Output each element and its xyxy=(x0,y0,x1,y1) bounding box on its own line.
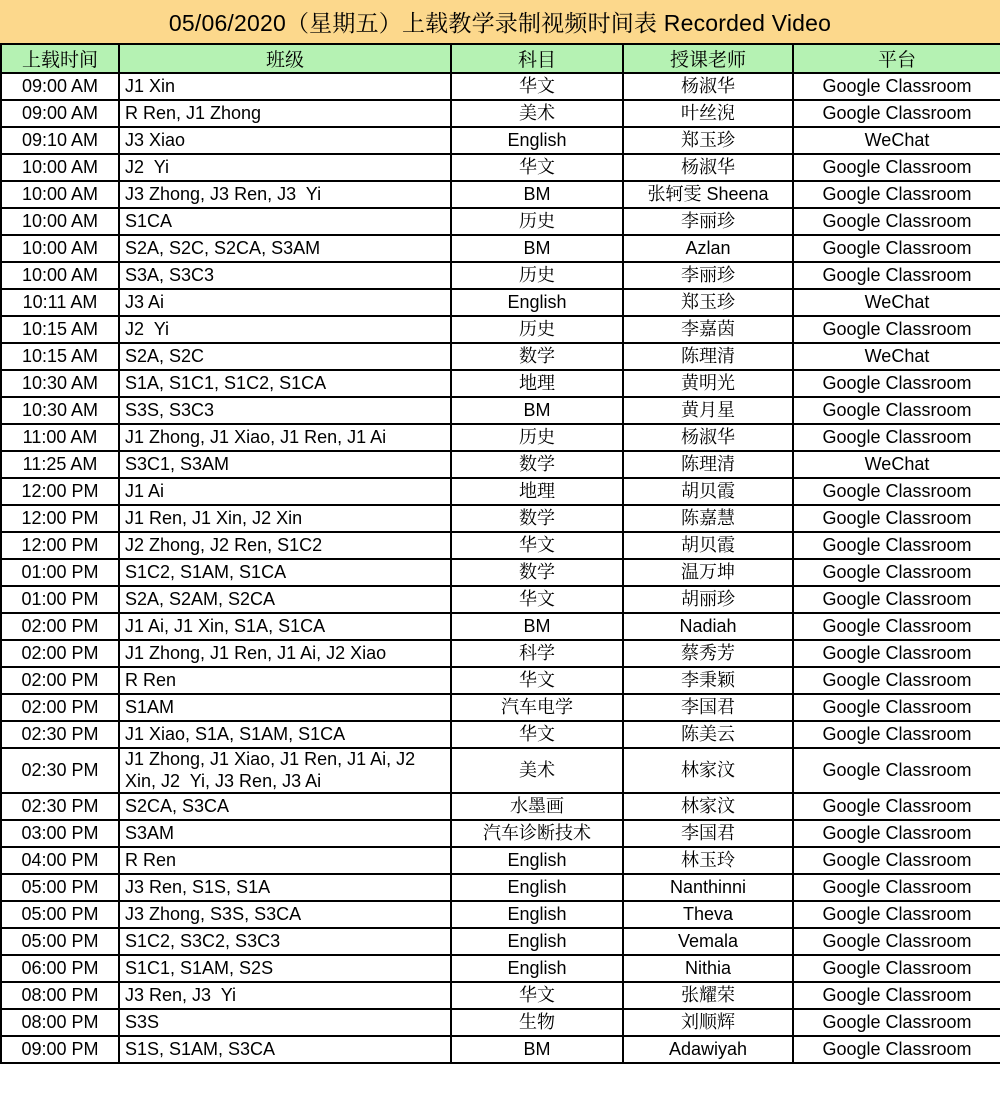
table-row xyxy=(1,100,1000,127)
cell-platform: Google Classroom xyxy=(793,793,1000,820)
cell-upload-time: 12:00 PM xyxy=(1,532,119,559)
cell-upload-time: 02:00 PM xyxy=(1,640,119,667)
cell-subject: BM xyxy=(451,397,623,424)
cell-platform: Google Classroom xyxy=(793,397,1000,424)
cell-platform: Google Classroom xyxy=(793,262,1000,289)
cell-upload-time: 09:00 AM xyxy=(1,73,119,100)
cell-subject: 科学 xyxy=(451,640,623,667)
cell-teacher: 郑玉珍 xyxy=(623,127,793,154)
cell-subject: BM xyxy=(451,613,623,640)
cell-teacher: Nadiah xyxy=(623,613,793,640)
cell-teacher: Nithia xyxy=(623,955,793,982)
cell-upload-time: 02:30 PM xyxy=(1,793,119,820)
cell-class: J3 Xiao xyxy=(119,127,451,154)
cell-upload-time: 10:15 AM xyxy=(1,316,119,343)
table-row xyxy=(1,451,1000,478)
cell-platform: Google Classroom xyxy=(793,559,1000,586)
cell-platform: Google Classroom xyxy=(793,73,1000,100)
cell-upload-time: 09:00 PM xyxy=(1,1036,119,1063)
cell-upload-time: 09:00 AM xyxy=(1,100,119,127)
cell-class: J3 Zhong, S3S, S3CA xyxy=(119,901,451,928)
cell-class: R Ren xyxy=(119,667,451,694)
cell-platform: Google Classroom xyxy=(793,748,1000,793)
cell-teacher: Nanthinni xyxy=(623,874,793,901)
cell-teacher: 刘顺辉 xyxy=(623,1009,793,1036)
cell-platform: Google Classroom xyxy=(793,613,1000,640)
column-header-upload-time: 上载时间 xyxy=(1,44,119,73)
column-header-subject: 科目 xyxy=(451,44,623,73)
table-row xyxy=(1,820,1000,847)
table-row xyxy=(1,532,1000,559)
cell-class: S3S, S3C3 xyxy=(119,397,451,424)
cell-teacher: 杨淑华 xyxy=(623,73,793,100)
cell-teacher: 胡贝霞 xyxy=(623,532,793,559)
cell-platform: Google Classroom xyxy=(793,316,1000,343)
cell-platform: WeChat xyxy=(793,451,1000,478)
cell-class: S2CA, S3CA xyxy=(119,793,451,820)
cell-teacher: 杨淑华 xyxy=(623,154,793,181)
cell-platform: Google Classroom xyxy=(793,478,1000,505)
cell-platform: Google Classroom xyxy=(793,901,1000,928)
cell-teacher: 陈理清 xyxy=(623,343,793,370)
cell-subject: 历史 xyxy=(451,262,623,289)
cell-class: J1 Xin xyxy=(119,73,451,100)
cell-subject: 汽车诊断技术 xyxy=(451,820,623,847)
table-row xyxy=(1,721,1000,748)
cell-upload-time: 12:00 PM xyxy=(1,505,119,532)
cell-teacher: 黄明光 xyxy=(623,370,793,397)
cell-teacher: 李丽珍 xyxy=(623,262,793,289)
cell-subject: 华文 xyxy=(451,586,623,613)
schedule-table-body xyxy=(1,73,1000,1063)
cell-platform: Google Classroom xyxy=(793,928,1000,955)
cell-platform: Google Classroom xyxy=(793,235,1000,262)
cell-class: J2 Zhong, J2 Ren, S1C2 xyxy=(119,532,451,559)
cell-upload-time: 08:00 PM xyxy=(1,982,119,1009)
table-row xyxy=(1,955,1000,982)
table-row xyxy=(1,982,1000,1009)
table-row xyxy=(1,343,1000,370)
cell-teacher: 李国君 xyxy=(623,694,793,721)
cell-subject: 华文 xyxy=(451,154,623,181)
cell-platform: Google Classroom xyxy=(793,982,1000,1009)
cell-teacher: 黄月星 xyxy=(623,397,793,424)
cell-class: S3A, S3C3 xyxy=(119,262,451,289)
cell-upload-time: 10:00 AM xyxy=(1,181,119,208)
schedule-table xyxy=(0,43,1000,1064)
table-row xyxy=(1,640,1000,667)
cell-upload-time: 10:00 AM xyxy=(1,208,119,235)
cell-subject: 华文 xyxy=(451,73,623,100)
cell-class: S1C1, S1AM, S2S xyxy=(119,955,451,982)
cell-subject: BM xyxy=(451,181,623,208)
table-row xyxy=(1,424,1000,451)
cell-class: J1 Zhong, J1 Ren, J1 Ai, J2 Xiao xyxy=(119,640,451,667)
cell-teacher: 陈美云 xyxy=(623,721,793,748)
cell-subject: English xyxy=(451,874,623,901)
cell-class: J1 Zhong, J1 Xiao, J1 Ren, J1 Ai, J2 Xin, J2 Yi, J3 Ren, J3 Ai xyxy=(119,748,451,793)
cell-teacher: 张耀荣 xyxy=(623,982,793,1009)
cell-subject: English xyxy=(451,901,623,928)
cell-teacher: 温万坤 xyxy=(623,559,793,586)
cell-class: S3S xyxy=(119,1009,451,1036)
table-row xyxy=(1,613,1000,640)
cell-subject: 水墨画 xyxy=(451,793,623,820)
cell-upload-time: 05:00 PM xyxy=(1,928,119,955)
cell-subject: English xyxy=(451,928,623,955)
cell-subject: 历史 xyxy=(451,316,623,343)
table-row xyxy=(1,262,1000,289)
cell-class: J1 Ren, J1 Xin, J2 Xin xyxy=(119,505,451,532)
cell-class: S2A, S2C xyxy=(119,343,451,370)
cell-class: R Ren xyxy=(119,847,451,874)
cell-upload-time: 02:00 PM xyxy=(1,613,119,640)
cell-class: S3C1, S3AM xyxy=(119,451,451,478)
cell-upload-time: 10:00 AM xyxy=(1,262,119,289)
cell-platform: Google Classroom xyxy=(793,154,1000,181)
cell-subject: 华文 xyxy=(451,982,623,1009)
table-row xyxy=(1,901,1000,928)
cell-platform: Google Classroom xyxy=(793,874,1000,901)
cell-platform: Google Classroom xyxy=(793,586,1000,613)
cell-subject: BM xyxy=(451,235,623,262)
table-row xyxy=(1,748,1000,793)
cell-subject: English xyxy=(451,127,623,154)
cell-teacher: 叶丝淣 xyxy=(623,100,793,127)
cell-teacher: 李丽珍 xyxy=(623,208,793,235)
cell-upload-time: 01:00 PM xyxy=(1,559,119,586)
cell-class: J2 Yi xyxy=(119,316,451,343)
cell-upload-time: 09:10 AM xyxy=(1,127,119,154)
cell-platform: Google Classroom xyxy=(793,847,1000,874)
cell-upload-time: 11:25 AM xyxy=(1,451,119,478)
cell-teacher: 胡丽珍 xyxy=(623,586,793,613)
cell-platform: Google Classroom xyxy=(793,424,1000,451)
cell-upload-time: 10:30 AM xyxy=(1,397,119,424)
cell-upload-time: 04:00 PM xyxy=(1,847,119,874)
cell-class: J1 Xiao, S1A, S1AM, S1CA xyxy=(119,721,451,748)
cell-upload-time: 05:00 PM xyxy=(1,874,119,901)
table-row xyxy=(1,793,1000,820)
cell-subject: 数学 xyxy=(451,505,623,532)
cell-upload-time: 06:00 PM xyxy=(1,955,119,982)
cell-upload-time: 05:00 PM xyxy=(1,901,119,928)
cell-platform: WeChat xyxy=(793,127,1000,154)
cell-upload-time: 02:30 PM xyxy=(1,748,119,793)
cell-platform: Google Classroom xyxy=(793,640,1000,667)
cell-teacher: Vemala xyxy=(623,928,793,955)
cell-upload-time: 11:00 AM xyxy=(1,424,119,451)
cell-class: J3 Ren, J3 Yi xyxy=(119,982,451,1009)
column-header-teacher: 授课老师 xyxy=(623,44,793,73)
cell-subject: 美术 xyxy=(451,748,623,793)
cell-upload-time: 03:00 PM xyxy=(1,820,119,847)
table-row xyxy=(1,667,1000,694)
cell-teacher: 林玉玲 xyxy=(623,847,793,874)
page-title: 05/06/2020（星期五）上载教学录制视频时间表 Recorded Video xyxy=(0,0,1000,43)
table-row xyxy=(1,154,1000,181)
cell-upload-time: 01:00 PM xyxy=(1,586,119,613)
cell-upload-time: 02:30 PM xyxy=(1,721,119,748)
cell-teacher: 林家汶 xyxy=(623,748,793,793)
cell-teacher: Azlan xyxy=(623,235,793,262)
cell-teacher: 李国君 xyxy=(623,820,793,847)
cell-upload-time: 10:30 AM xyxy=(1,370,119,397)
table-row xyxy=(1,181,1000,208)
cell-platform: Google Classroom xyxy=(793,721,1000,748)
cell-upload-time: 02:00 PM xyxy=(1,667,119,694)
cell-teacher: 蔡秀芳 xyxy=(623,640,793,667)
cell-class: S1C2, S1AM, S1CA xyxy=(119,559,451,586)
cell-platform: Google Classroom xyxy=(793,820,1000,847)
cell-platform: Google Classroom xyxy=(793,181,1000,208)
cell-class: S1S, S1AM, S3CA xyxy=(119,1036,451,1063)
cell-class: S1C2, S3C2, S3C3 xyxy=(119,928,451,955)
cell-subject: English xyxy=(451,289,623,316)
cell-subject: 历史 xyxy=(451,208,623,235)
table-row xyxy=(1,694,1000,721)
table-row xyxy=(1,73,1000,100)
cell-subject: 数学 xyxy=(451,343,623,370)
cell-teacher: 陈理清 xyxy=(623,451,793,478)
cell-platform: Google Classroom xyxy=(793,532,1000,559)
table-row xyxy=(1,478,1000,505)
cell-class: S1CA xyxy=(119,208,451,235)
cell-platform: Google Classroom xyxy=(793,370,1000,397)
cell-class: S2A, S2AM, S2CA xyxy=(119,586,451,613)
cell-subject: BM xyxy=(451,1036,623,1063)
table-row xyxy=(1,874,1000,901)
cell-upload-time: 10:11 AM xyxy=(1,289,119,316)
table-row xyxy=(1,1036,1000,1063)
cell-subject: 数学 xyxy=(451,559,623,586)
cell-teacher: 李秉颖 xyxy=(623,667,793,694)
table-row xyxy=(1,505,1000,532)
cell-class: J1 Ai, J1 Xin, S1A, S1CA xyxy=(119,613,451,640)
cell-upload-time: 10:00 AM xyxy=(1,235,119,262)
cell-teacher: 张轲雯 Sheena xyxy=(623,181,793,208)
cell-platform: WeChat xyxy=(793,289,1000,316)
cell-platform: Google Classroom xyxy=(793,100,1000,127)
table-row xyxy=(1,559,1000,586)
cell-teacher: Theva xyxy=(623,901,793,928)
cell-class: S2A, S2C, S2CA, S3AM xyxy=(119,235,451,262)
table-row xyxy=(1,316,1000,343)
cell-platform: Google Classroom xyxy=(793,1036,1000,1063)
table-row xyxy=(1,928,1000,955)
cell-teacher: 胡贝霞 xyxy=(623,478,793,505)
header-row xyxy=(1,44,1000,73)
cell-upload-time: 10:00 AM xyxy=(1,154,119,181)
table-row xyxy=(1,1009,1000,1036)
cell-class: J3 Ren, S1S, S1A xyxy=(119,874,451,901)
cell-class: J1 Ai xyxy=(119,478,451,505)
cell-subject: 华文 xyxy=(451,721,623,748)
cell-class: J2 Yi xyxy=(119,154,451,181)
cell-subject: English xyxy=(451,847,623,874)
cell-platform: WeChat xyxy=(793,343,1000,370)
cell-upload-time: 10:15 AM xyxy=(1,343,119,370)
cell-teacher: Adawiyah xyxy=(623,1036,793,1063)
cell-platform: Google Classroom xyxy=(793,1009,1000,1036)
column-header-platform: 平台 xyxy=(793,44,1000,73)
cell-upload-time: 12:00 PM xyxy=(1,478,119,505)
cell-class: S1AM xyxy=(119,694,451,721)
cell-class: R Ren, J1 Zhong xyxy=(119,100,451,127)
cell-class: S1A, S1C1, S1C2, S1CA xyxy=(119,370,451,397)
column-header-class: 班级 xyxy=(119,44,451,73)
table-row xyxy=(1,370,1000,397)
table-row xyxy=(1,397,1000,424)
cell-class: S3AM xyxy=(119,820,451,847)
cell-subject: 地理 xyxy=(451,370,623,397)
cell-subject: 地理 xyxy=(451,478,623,505)
cell-platform: Google Classroom xyxy=(793,955,1000,982)
cell-platform: Google Classroom xyxy=(793,208,1000,235)
cell-class: J3 Zhong, J3 Ren, J3 Yi xyxy=(119,181,451,208)
cell-teacher: 郑玉珍 xyxy=(623,289,793,316)
cell-upload-time: 08:00 PM xyxy=(1,1009,119,1036)
cell-teacher: 林家汶 xyxy=(623,793,793,820)
cell-teacher: 杨淑华 xyxy=(623,424,793,451)
cell-upload-time: 02:00 PM xyxy=(1,694,119,721)
cell-platform: Google Classroom xyxy=(793,505,1000,532)
cell-subject: 生物 xyxy=(451,1009,623,1036)
cell-subject: 历史 xyxy=(451,424,623,451)
table-row xyxy=(1,847,1000,874)
cell-teacher: 李嘉茵 xyxy=(623,316,793,343)
cell-subject: 美术 xyxy=(451,100,623,127)
cell-platform: Google Classroom xyxy=(793,667,1000,694)
cell-subject: English xyxy=(451,955,623,982)
table-row xyxy=(1,208,1000,235)
cell-class: J1 Zhong, J1 Xiao, J1 Ren, J1 Ai xyxy=(119,424,451,451)
cell-platform: Google Classroom xyxy=(793,694,1000,721)
cell-subject: 华文 xyxy=(451,667,623,694)
cell-teacher: 陈嘉慧 xyxy=(623,505,793,532)
table-row xyxy=(1,289,1000,316)
cell-subject: 汽车电学 xyxy=(451,694,623,721)
cell-subject: 华文 xyxy=(451,532,623,559)
table-row xyxy=(1,235,1000,262)
table-row xyxy=(1,586,1000,613)
cell-class: J3 Ai xyxy=(119,289,451,316)
cell-subject: 数学 xyxy=(451,451,623,478)
table-row xyxy=(1,127,1000,154)
